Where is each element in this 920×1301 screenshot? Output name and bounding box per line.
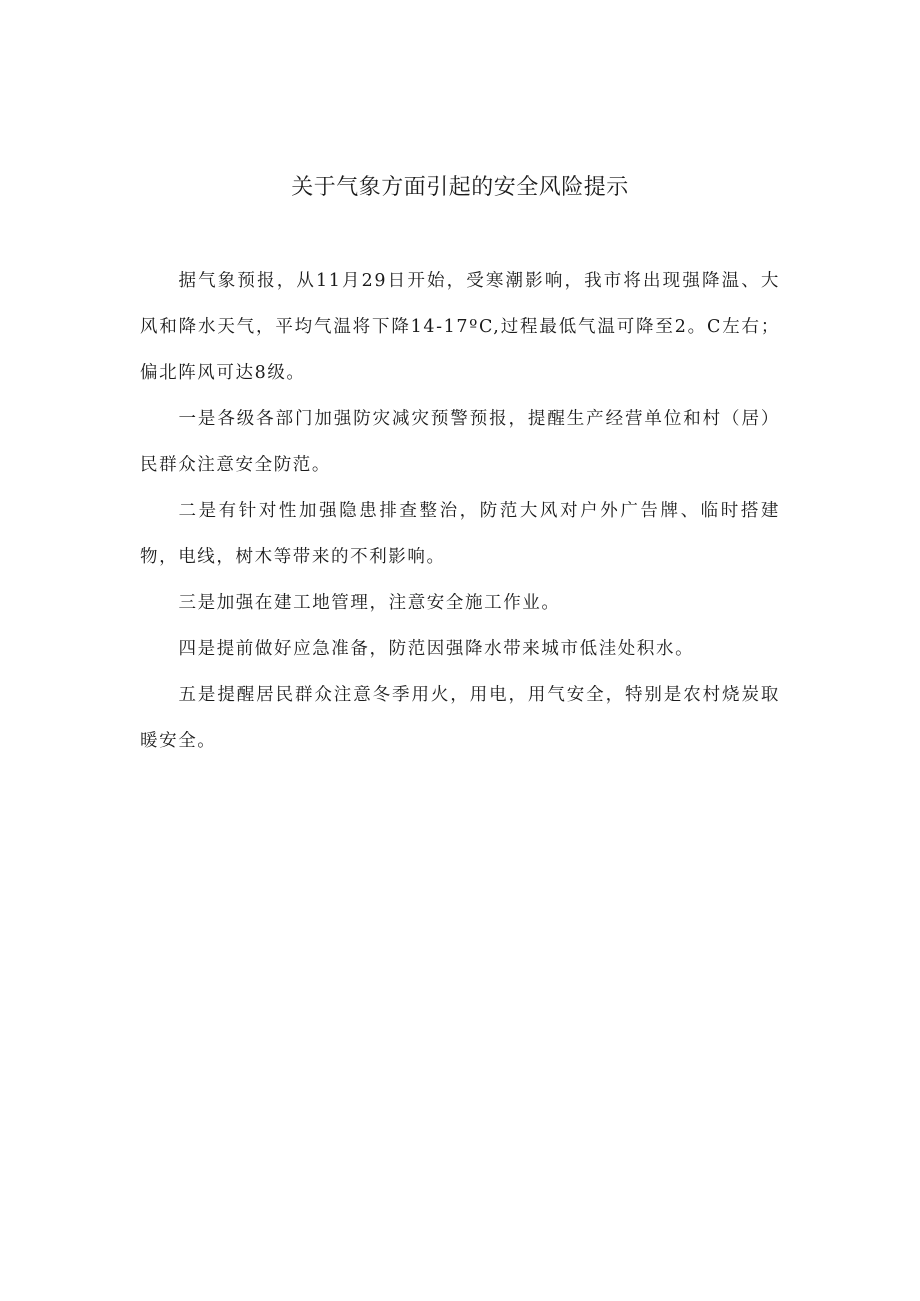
paragraph-forecast: 据气象预报，从11月29日开始，受寒潮影响，我市将出现强降温、大风和降水天气，平均气温将下降14-17ºC,过程最低气温可降至2。C左右；偏北阵风可达8级。 <box>140 271 780 383</box>
document-title: 关于气象方面引起的安全风险提示 <box>291 175 629 200</box>
paragraph-item-3: 三是加强在建工地管理，注意安全施工作业。 <box>178 593 561 613</box>
paragraph-item-4: 四是提前做好应急准备，防范因强降水带来城市低洼处积水。 <box>178 639 695 659</box>
paragraph-item-2: 二是有针对性加强隐患排查整治，防范大风对户外广告牌、临时搭建物，电线，树木等带来的不利影响。 <box>140 501 780 567</box>
paragraph-item-5: 五是提醒居民群众注意冬季用火，用电，用气安全，特别是农村烧炭取暖安全。 <box>140 685 780 751</box>
paragraph-item-1: 一是各级各部门加强防灾减灾预警预报，提醒生产经营单位和村（居）民群众注意安全防范。 <box>140 409 780 475</box>
document-body <box>140 258 780 764</box>
